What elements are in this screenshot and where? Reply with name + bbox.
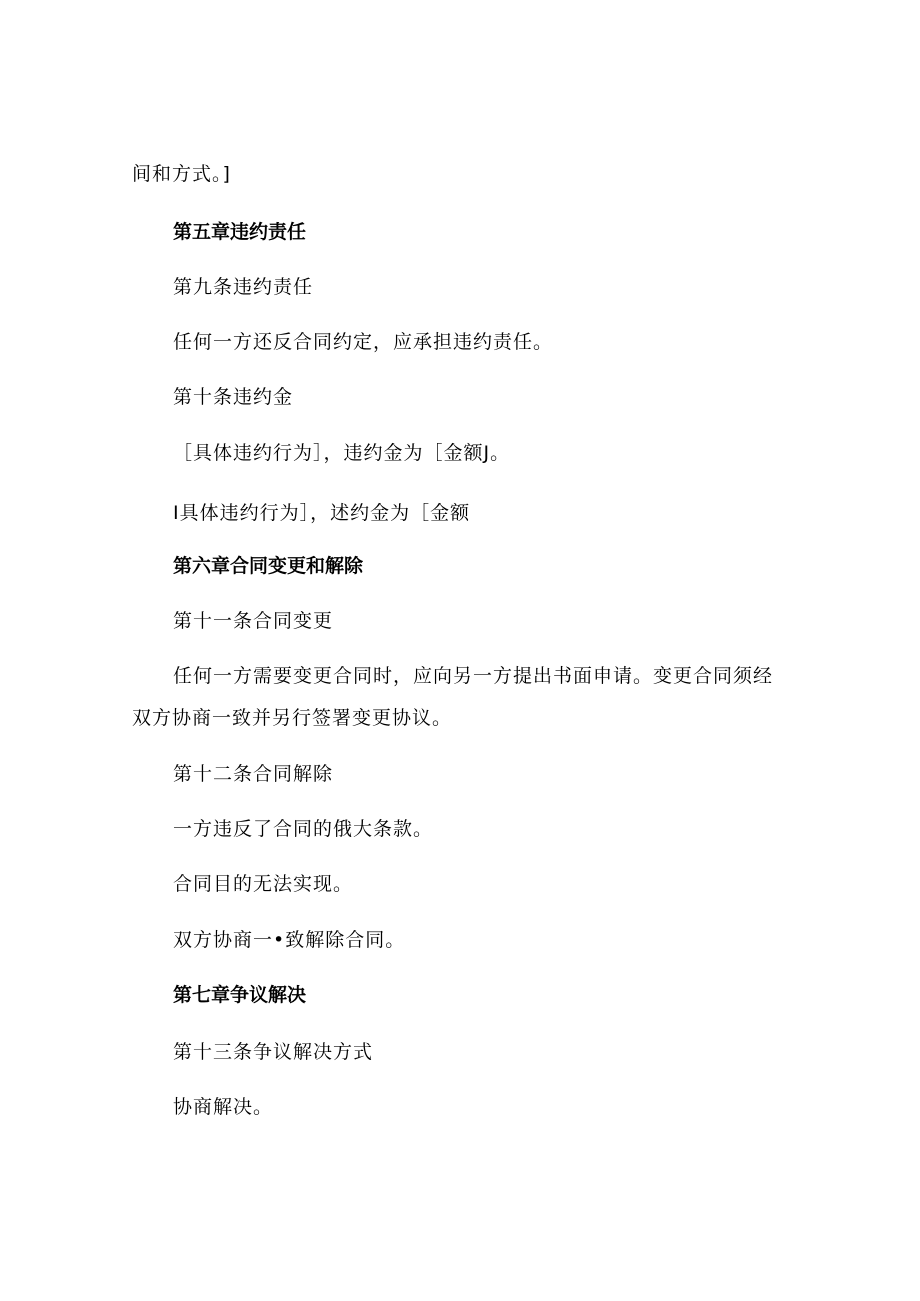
article-12-item-3: 双方协商一•致解除合同。: [173, 929, 406, 951]
article-11-body-line-2: 双方协商一致并另行签署变更协议。: [132, 707, 453, 729]
article-12-title: 第十二条合同解除: [173, 763, 334, 785]
chapter-5-heading: 第五章违约责任: [173, 221, 307, 243]
article-12-item-1: 一方违反了合同的俄大条款。: [173, 818, 434, 840]
article-12-item-2: 合同目的无法实现。: [173, 873, 354, 895]
chapter-7-heading: 第七章争议解决: [173, 984, 307, 1006]
article-11-body-line-1: 任何一方需要变更合同时，应向另一方提出书面申请。变更合同须经: [173, 665, 774, 687]
text-line-continuation: 间和方式。]: [132, 163, 231, 185]
article-10-title: 第十条违约金: [173, 386, 294, 408]
article-10-clause-1: ［具体违约行为］，违约金为［金额J。: [173, 442, 511, 464]
article-9-body: 任何一方还反合同约定，应承担违约责任。: [173, 331, 554, 353]
article-13-body: 协商解决。: [173, 1096, 274, 1118]
article-10-clause-2: I具体违约行为］，述约金为［金额: [173, 502, 471, 524]
chapter-6-heading: 第六章合同变更和解除: [173, 555, 364, 577]
article-11-title: 第十一条合同变更: [173, 610, 334, 632]
article-9-title: 第九条违约责任: [173, 276, 314, 298]
article-13-title: 第十三条争议解决方式: [173, 1041, 374, 1063]
